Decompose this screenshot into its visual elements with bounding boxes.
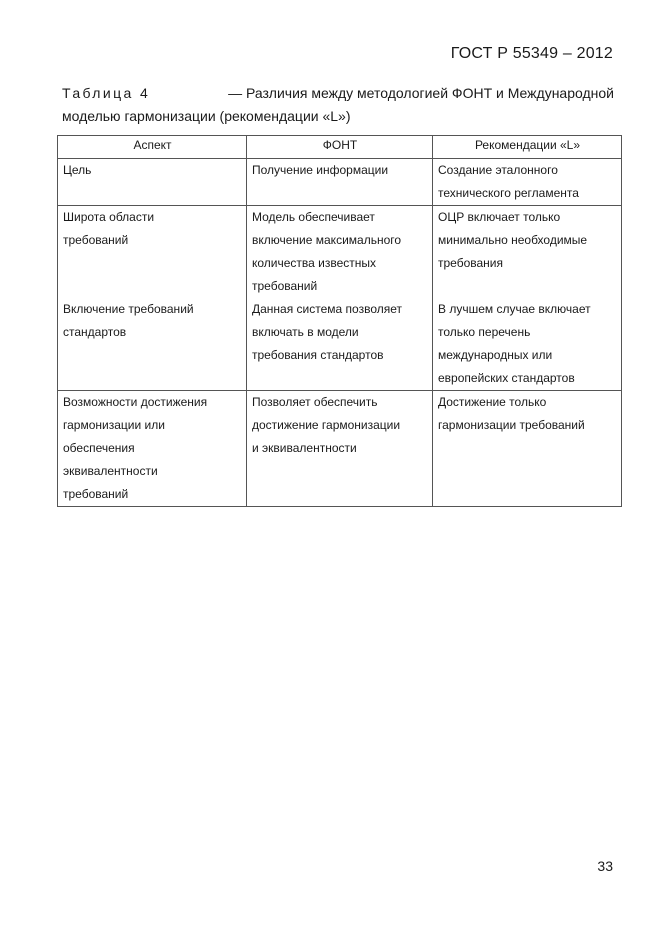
table-row [58, 206, 622, 299]
page-number: 33 [597, 858, 613, 874]
document-code: ГОСТ Р 55349 – 2012 [450, 45, 613, 62]
table-cell: Включение требований стандартов [58, 298, 247, 391]
table-header-row [58, 136, 622, 159]
table-cell: Цель [58, 159, 247, 206]
table-cell: Модель обеспечивает включение максимального количества известных требований [247, 206, 433, 299]
table-cell: Получение информации [247, 159, 433, 206]
table-cell: Возможности достижения гармонизации или обеспечения эквивалентности требований [58, 391, 247, 507]
table-row [58, 298, 622, 391]
caption-text-1: — Различия между методологией ФОНТ и Международной [228, 85, 614, 101]
caption-text-2: моделью гармонизации (рекомендации «L») [62, 108, 351, 124]
caption-label: Таблица 4 [62, 85, 151, 101]
column-header-font: ФОНТ [247, 136, 433, 159]
table-cell: Позволяет обеспечить достижение гармонизации и эквивалентности [247, 391, 433, 507]
table-cell: ОЦР включает только минимально необходимые требования [433, 206, 622, 299]
table-caption [62, 82, 614, 128]
table-row [58, 391, 622, 507]
column-header-aspect: Аспект [58, 136, 247, 159]
table-cell: Создание эталонного технического регламента [433, 159, 622, 206]
column-header-recommendations: Рекомендации «L» [433, 136, 622, 159]
table-cell: В лучшем случае включает только перечень международных или европейских стандартов [433, 298, 622, 391]
caption-line-1 [62, 82, 614, 105]
comparison-table [57, 135, 622, 507]
table-cell: Достижение только гармонизации требований [433, 391, 622, 507]
table-cell: Широта области требований [58, 206, 247, 299]
table-cell: Данная система позволяет включать в модели требования стандартов [247, 298, 433, 391]
table-row [58, 159, 622, 206]
